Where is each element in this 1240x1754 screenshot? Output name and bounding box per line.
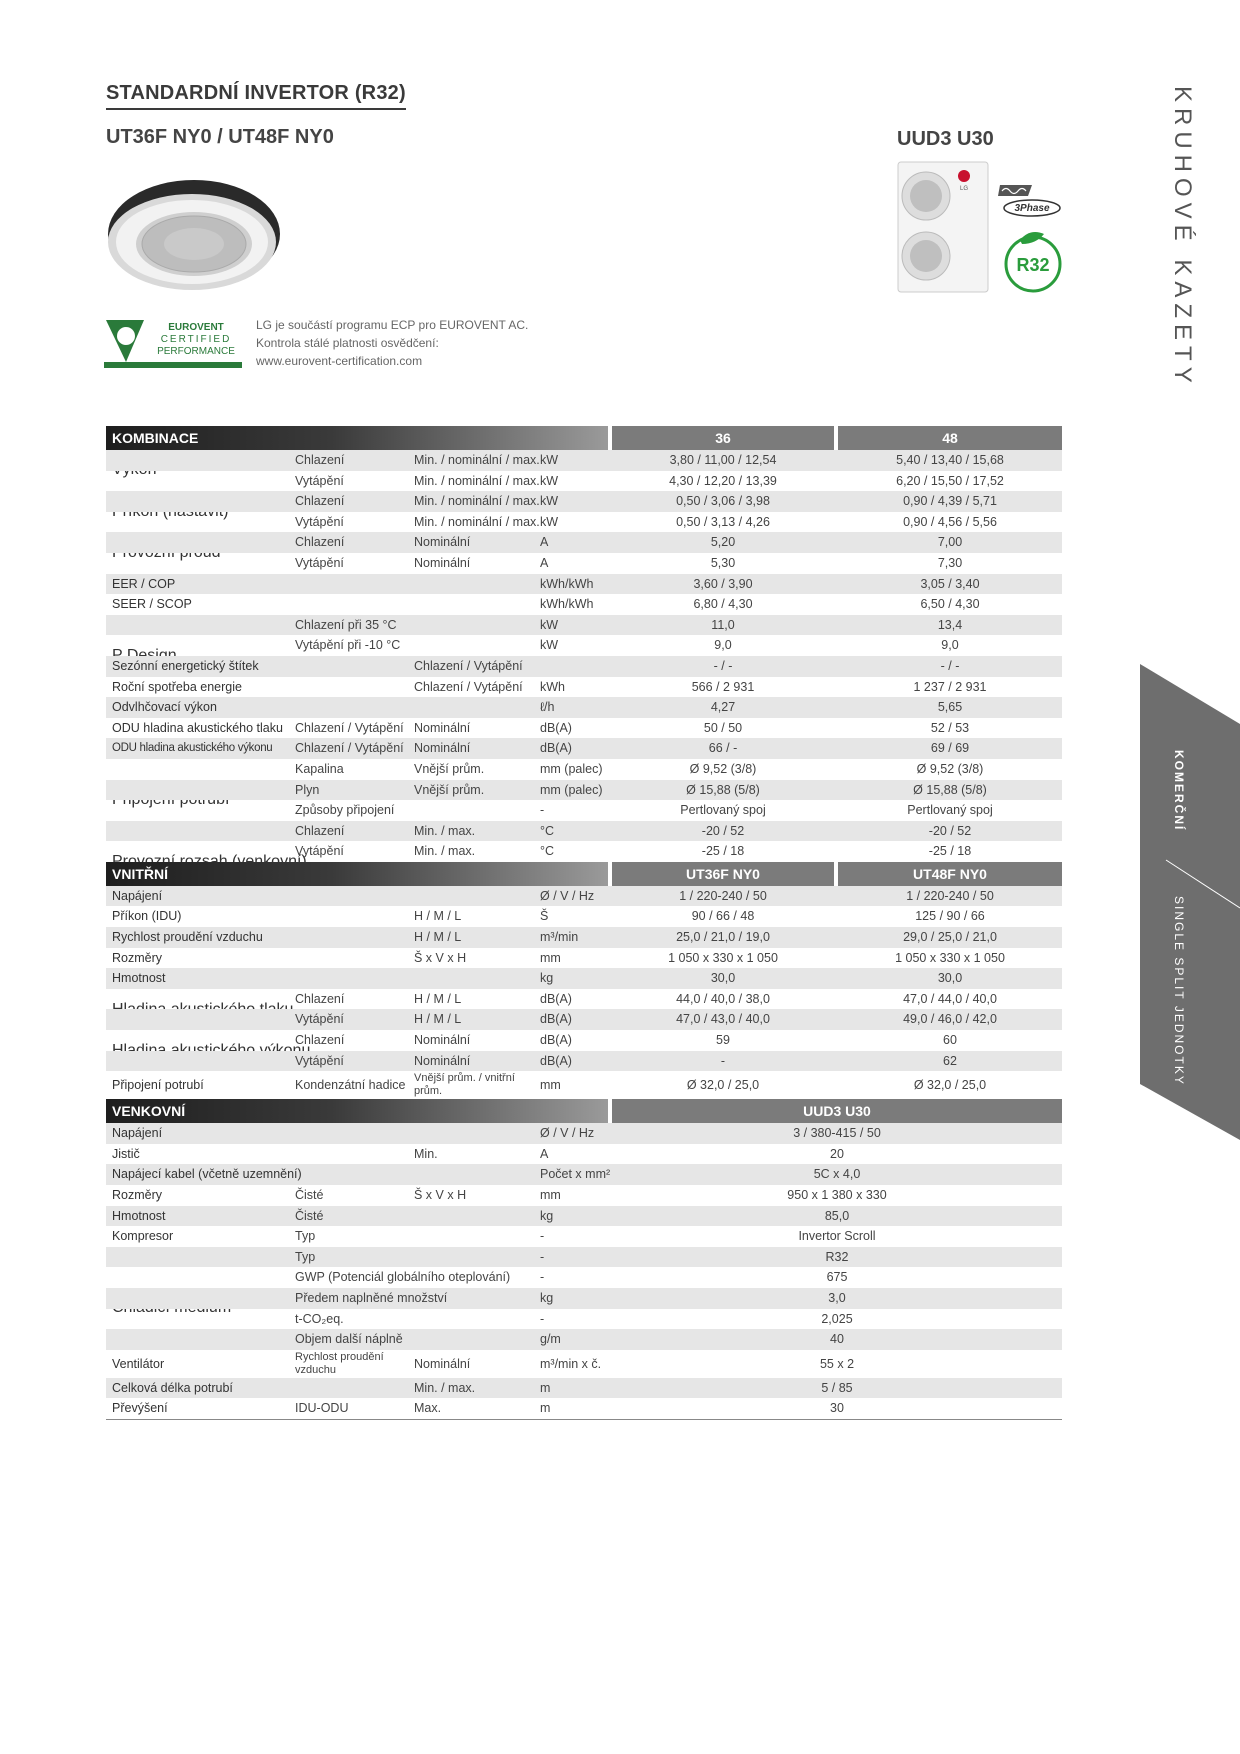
row-label: Sezónní energetický štítek xyxy=(112,658,259,673)
row-sublabel: Chlazení xyxy=(295,535,345,550)
row-unit: ℓ/h xyxy=(540,700,555,715)
row-condition: Nominální xyxy=(414,535,471,550)
row-condition: Min. / max. xyxy=(414,823,476,838)
row-unit: mm (palec) xyxy=(540,782,603,797)
row-label: Rozměry xyxy=(112,1188,163,1202)
svg-text:LG: LG xyxy=(959,186,969,192)
section-header-vnitrni xyxy=(106,862,1062,886)
table-row xyxy=(106,512,1062,533)
table-row xyxy=(106,615,1062,636)
row-label: Rozměry xyxy=(112,950,163,965)
cert-line: Kontrola stálé platnosti osvědčení: xyxy=(256,336,439,350)
row-sublabel: IDU-ODU xyxy=(295,1401,349,1416)
row-condition: Min. / max. xyxy=(414,844,476,859)
value-col-1: 3,60 / 3,90 xyxy=(693,576,753,591)
table-row xyxy=(106,1071,1062,1099)
row-condition: H / M / L xyxy=(414,991,462,1006)
row-label: ODU hladina akustického výkonu xyxy=(112,742,273,755)
table-row xyxy=(106,1009,1062,1030)
row-unit: A xyxy=(540,555,549,570)
section-header-cell xyxy=(106,1099,608,1123)
row-unit: dB(A) xyxy=(540,741,572,756)
row-sublabel: Předem naplněné množství xyxy=(295,1290,448,1305)
svg-text:PERFORMANCE: PERFORMANCE xyxy=(157,346,235,357)
value-col-2: Ø 32,0 / 25,0 xyxy=(913,1078,987,1093)
table-bottom-rule xyxy=(106,1419,1062,1420)
row-unit: dB(A) xyxy=(540,720,572,735)
value-col-2: 1 237 / 2 931 xyxy=(913,679,987,694)
table-row xyxy=(106,532,1062,553)
row-sublabel: Kapalina xyxy=(295,761,344,776)
row-condition: Š x V x H xyxy=(414,1188,467,1202)
tab-label-komercni: KOMERČNÍ xyxy=(1172,750,1186,832)
value-shared: 3,0 xyxy=(828,1290,846,1305)
row-condition: Min. / nominální / max. xyxy=(414,453,540,467)
value-shared: 30 xyxy=(830,1401,844,1416)
value-col-2: 5,65 xyxy=(937,700,963,715)
row-condition: Chlazení / Vytápění xyxy=(414,658,523,673)
row-label: Připojení potrubí xyxy=(112,1078,204,1093)
row-condition: Nominální xyxy=(414,1053,471,1068)
row-unit: kW xyxy=(540,494,559,509)
svg-text:R32: R32 xyxy=(1016,255,1050,275)
section-header-cell xyxy=(106,862,608,886)
row-sublabel: Vytápění xyxy=(295,1053,344,1068)
row-unit: kW xyxy=(540,453,559,467)
table-row xyxy=(106,594,1062,615)
table-row xyxy=(106,759,1062,780)
svg-text:EUROVENT: EUROVENT xyxy=(168,322,224,333)
value-col-2: 7,00 xyxy=(937,535,963,550)
row-label: ODU hladina akustického tlaku xyxy=(112,720,283,735)
section-header-cell: 36 xyxy=(612,426,834,450)
row-unit: kWh xyxy=(540,679,565,694)
three-phase-icon xyxy=(998,182,1064,218)
row-unit: m xyxy=(540,1401,551,1416)
row-condition: Min. / max. xyxy=(414,1380,476,1395)
value-col-2: 62 xyxy=(943,1053,957,1068)
table-row xyxy=(106,1051,1062,1072)
lg-logo-icon xyxy=(958,170,970,182)
value-col-1: 90 / 66 / 48 xyxy=(691,909,755,924)
table-row xyxy=(106,471,1062,492)
table-row xyxy=(106,1267,1062,1288)
table-row xyxy=(106,780,1062,801)
value-shared: 3 / 380-415 / 50 xyxy=(793,1126,881,1141)
row-unit: mm (palec) xyxy=(540,761,603,776)
row-label: Hmotnost xyxy=(112,1208,166,1223)
table-row xyxy=(106,1123,1062,1144)
row-label: Napájecí kabel (včetně uzemnění) xyxy=(112,1167,302,1182)
table-row xyxy=(106,821,1062,842)
row-label: Roční spotřeba energie xyxy=(112,679,242,694)
row-sublabel: Typ xyxy=(295,1229,316,1244)
row-unit: kW xyxy=(540,617,559,632)
row-sublabel: Chlazení xyxy=(295,823,345,838)
row-sublabel: Vytápění xyxy=(295,844,344,859)
row-condition: Nominální xyxy=(414,741,471,756)
table-row xyxy=(106,656,1062,677)
table-row xyxy=(106,841,1062,862)
value-col-1: 59 xyxy=(716,1033,730,1048)
row-condition: H / M / L xyxy=(414,930,462,945)
value-col-2: 6,50 / 4,30 xyxy=(920,597,980,612)
value-col-1: 66 / - xyxy=(708,741,738,756)
row-condition: Nominální xyxy=(414,555,471,570)
value-col-1: 50 / 50 xyxy=(703,720,743,735)
row-label: Převýšení xyxy=(112,1401,168,1416)
value-col-2: 13,4 xyxy=(937,617,963,632)
value-col-1: 5,30 xyxy=(710,555,736,570)
value-col-2: 1 / 220-240 / 50 xyxy=(906,888,994,903)
value-col-1: 4,30 / 12,20 / 13,39 xyxy=(669,473,777,488)
row-condition: Vnější prům. xyxy=(414,761,485,776)
value-shared: 85,0 xyxy=(824,1208,850,1223)
page-title: STANDARDNÍ INVERTOR (R32) xyxy=(106,82,406,110)
table-row xyxy=(106,1378,1062,1399)
kombinace-body xyxy=(106,450,1062,862)
row-label: Celková délka potrubí xyxy=(112,1380,233,1395)
row-sublabel: Kondenzátní hadice xyxy=(295,1078,406,1093)
value-col-1: Pertlovaný spoj xyxy=(680,803,766,818)
value-col-1: 1 050 x 330 x 1 050 xyxy=(668,950,778,965)
table-row xyxy=(106,1288,1062,1309)
row-sublabel: t-CO₂eq. xyxy=(295,1311,344,1326)
outdoor-model-title: UUD3 U30 xyxy=(897,128,994,150)
row-unit: Š xyxy=(540,909,549,924)
row-label: SEER / SCOP xyxy=(112,597,192,612)
row-condition: Min. / nominální / max. xyxy=(414,514,540,529)
row-label: Napájení xyxy=(112,1126,163,1141)
row-unit: - xyxy=(540,1229,545,1244)
row-condition: Nominální xyxy=(414,720,471,735)
table-row xyxy=(106,1226,1062,1247)
indoor-model-title: UT36F NY0 / UT48F NY0 xyxy=(106,126,334,148)
row-unit: kg xyxy=(540,1208,554,1223)
venkovni-body xyxy=(106,1123,1062,1419)
table-cell: VNITŘNÍ xyxy=(112,865,168,882)
value-col-1: 11,0 xyxy=(711,617,735,632)
row-unit: kWh/kWh xyxy=(540,597,594,612)
row-unit: mm xyxy=(540,1188,561,1202)
row-unit: kg xyxy=(540,971,554,986)
table-row xyxy=(106,948,1062,969)
section-header-cell: UUD3 U30 xyxy=(612,1099,1062,1123)
section-header-cell: UT48F NY0 xyxy=(838,862,1062,886)
cassette-unit-image xyxy=(104,170,284,292)
table-row xyxy=(106,491,1062,512)
value-col-2: 0,90 / 4,39 / 5,71 xyxy=(903,494,997,509)
row-sublabel: Vytápění xyxy=(295,473,344,488)
table-row xyxy=(106,697,1062,718)
row-sublabel: Objem další náplně xyxy=(295,1332,403,1347)
svg-text:CERTIFIED: CERTIFIED xyxy=(160,334,232,345)
value-shared: 55 x 2 xyxy=(819,1356,855,1371)
value-col-1: 0,50 / 3,13 / 4,26 xyxy=(676,514,770,529)
row-unit: dB(A) xyxy=(540,1053,572,1068)
value-col-2: Ø 15,88 (5/8) xyxy=(913,782,987,797)
spec-table xyxy=(106,426,1062,1420)
value-col-1: -20 / 52 xyxy=(701,823,745,838)
row-unit: Ø / V / Hz xyxy=(540,888,595,903)
value-shared: 5C x 4,0 xyxy=(813,1167,861,1182)
row-condition: Chlazení / Vytápění xyxy=(414,679,523,694)
row-sublabel: Chlazení xyxy=(295,453,345,467)
row-unit: - xyxy=(540,1311,545,1326)
value-col-1: Ø 15,88 (5/8) xyxy=(686,782,760,797)
row-sublabel: Chlazení při 35 °C xyxy=(295,617,397,632)
row-sublabel: Čisté xyxy=(295,1188,324,1202)
outdoor-unit-image xyxy=(896,160,992,296)
row-unit: m³/min x č. xyxy=(540,1356,602,1371)
value-col-2: 125 / 90 / 66 xyxy=(915,909,985,924)
table-row xyxy=(106,989,1062,1010)
row-condition: Min. xyxy=(414,1146,438,1161)
row-unit: mm xyxy=(540,1078,561,1093)
row-condition: Vnější prům. / vnitřní prům. xyxy=(414,1072,515,1098)
value-col-1: -25 / 18 xyxy=(701,844,745,859)
value-col-2: 69 / 69 xyxy=(930,741,970,756)
value-col-1: 9,0 xyxy=(714,638,732,653)
value-col-1: Ø 9,52 (3/8) xyxy=(689,761,757,776)
row-sublabel: Typ xyxy=(295,1249,316,1264)
value-col-1: 6,80 / 4,30 xyxy=(693,597,753,612)
table-row xyxy=(106,677,1062,698)
value-col-2: 30,0 xyxy=(937,971,963,986)
value-col-1: 1 / 220-240 / 50 xyxy=(679,888,767,903)
row-condition: H / M / L xyxy=(414,1012,462,1027)
value-col-1: 5,20 xyxy=(710,535,736,550)
row-label: Jistič xyxy=(112,1146,140,1161)
row-sublabel: Vytápění xyxy=(295,1012,344,1027)
row-sublabel: Chlazení xyxy=(295,991,345,1006)
value-col-2: 1 050 x 330 x 1 050 xyxy=(895,950,1005,965)
table-row xyxy=(106,1144,1062,1165)
value-col-1: - xyxy=(720,1053,726,1068)
value-col-2: 0,90 / 4,56 / 5,56 xyxy=(903,514,997,529)
table-cell: VENKOVNÍ xyxy=(112,1103,186,1120)
value-col-2: 7,30 xyxy=(937,555,963,570)
value-col-1: Ø 32,0 / 25,0 xyxy=(686,1078,760,1093)
row-unit: - xyxy=(540,1270,545,1285)
row-sublabel: Čisté xyxy=(295,1208,324,1223)
row-unit: A xyxy=(540,1146,549,1161)
row-condition: Max. xyxy=(414,1401,442,1416)
table-row xyxy=(106,1185,1062,1206)
value-col-2: -25 / 18 xyxy=(928,844,972,859)
row-unit: m³/min xyxy=(540,930,579,945)
value-col-1: 44,0 / 40,0 / 38,0 xyxy=(676,991,770,1006)
cert-link: www.eurovent-certification.com xyxy=(256,354,423,368)
row-sublabel: Chlazení / Vytápění xyxy=(295,741,404,756)
section-header-cell: UT36F NY0 xyxy=(612,862,834,886)
row-unit: Počet x mm² xyxy=(540,1167,611,1182)
certification-text xyxy=(256,316,528,370)
row-unit: - xyxy=(540,803,545,818)
value-col-2: Ø 9,52 (3/8) xyxy=(916,761,984,776)
value-col-2: 5,40 / 13,40 / 15,68 xyxy=(896,453,1004,467)
value-shared: 2,025 xyxy=(821,1311,853,1326)
row-unit: g/m xyxy=(540,1332,561,1347)
value-col-2: Pertlovaný spoj xyxy=(907,803,993,818)
vnitrni-body xyxy=(106,886,1062,1099)
row-label: Ventilátor xyxy=(112,1356,165,1371)
value-col-2: 6,20 / 15,50 / 17,52 xyxy=(896,473,1004,488)
table-row xyxy=(106,1350,1062,1378)
value-col-2: 29,0 / 25,0 / 21,0 xyxy=(903,930,997,945)
table-row xyxy=(106,1206,1062,1227)
row-condition: H / M / L xyxy=(414,909,462,924)
row-condition: Nominální xyxy=(414,1033,471,1048)
row-condition: Min. / nominální / max. xyxy=(414,473,540,488)
row-condition: Vnější prům. xyxy=(414,782,485,797)
value-shared: 950 x 1 380 x 330 xyxy=(787,1188,887,1202)
row-sublabel: Plyn xyxy=(295,782,320,797)
row-unit: kWh/kWh xyxy=(540,576,594,591)
value-col-2: 60 xyxy=(943,1033,957,1048)
value-col-2: 52 / 53 xyxy=(930,720,970,735)
row-unit: °C xyxy=(540,823,555,838)
row-unit: dB(A) xyxy=(540,1012,572,1027)
value-col-2: 9,0 xyxy=(941,638,959,653)
eurovent-logo-icon xyxy=(104,318,242,368)
row-unit: A xyxy=(540,535,549,550)
value-col-2: -20 / 52 xyxy=(928,823,972,838)
vertical-category-title: KRUHOVÉ KAZETY xyxy=(1169,86,1196,389)
value-col-2: 49,0 / 46,0 / 42,0 xyxy=(903,1012,997,1027)
section-header-cell xyxy=(106,426,608,450)
row-label: Rychlost proudění vzduchu xyxy=(112,930,263,945)
section-header-cell: 48 xyxy=(838,426,1062,450)
table-row xyxy=(106,738,1062,759)
row-label: Hmotnost xyxy=(112,971,166,986)
row-label: Kompresor xyxy=(112,1229,174,1244)
row-sublabel: Vytápění při -10 °C xyxy=(295,638,401,653)
table-row xyxy=(106,718,1062,739)
table-row xyxy=(106,1164,1062,1185)
row-unit: m xyxy=(540,1380,551,1395)
section-header-kombinace xyxy=(106,426,1062,450)
row-label: Napájení xyxy=(112,888,163,903)
row-unit: kW xyxy=(540,514,559,529)
row-unit: Ø / V / Hz xyxy=(540,1126,595,1141)
value-col-1: 47,0 / 43,0 / 40,0 xyxy=(676,1012,770,1027)
section-header-venkovni xyxy=(106,1099,1062,1123)
table-row xyxy=(106,968,1062,989)
value-col-2: 47,0 / 44,0 / 40,0 xyxy=(903,991,997,1006)
value-col-2: - / - xyxy=(940,658,960,673)
value-col-1: 4,27 xyxy=(710,700,736,715)
row-condition: Min. / nominální / max. xyxy=(414,494,540,509)
r32-refrigerant-icon xyxy=(1000,226,1066,294)
table-row xyxy=(106,1329,1062,1350)
row-sublabel: Chlazení / Vytápění xyxy=(295,720,404,735)
table-row xyxy=(106,1309,1062,1330)
row-unit: dB(A) xyxy=(540,1033,572,1048)
value-shared: 5 / 85 xyxy=(821,1380,853,1395)
table-row xyxy=(106,800,1062,821)
row-sublabel: GWP (Potenciál globálního oteplování) xyxy=(295,1270,511,1285)
table-row xyxy=(106,1030,1062,1051)
value-shared: R32 xyxy=(825,1249,849,1264)
value-shared: Invertor Scroll xyxy=(798,1229,876,1244)
row-unit: kg xyxy=(540,1290,554,1305)
row-sublabel: Způsoby připojení xyxy=(295,803,395,818)
value-shared: 675 xyxy=(826,1270,848,1285)
row-sublabel: Rychlost proudění vzduchu xyxy=(295,1350,384,1376)
cert-line: LG je součástí programu ECP pro EUROVENT AC. xyxy=(256,318,529,332)
row-label: Odvlhčovací výkon xyxy=(112,700,217,715)
table-cell: KOMBINACE xyxy=(112,430,199,446)
table-row xyxy=(106,1247,1062,1268)
value-col-1: 25,0 / 21,0 / 19,0 xyxy=(676,930,770,945)
row-unit: kW xyxy=(540,638,559,653)
value-col-1: - / - xyxy=(713,658,733,673)
table-row xyxy=(106,1398,1062,1419)
table-row xyxy=(106,906,1062,927)
svg-text:3Phase: 3Phase xyxy=(1014,203,1050,214)
value-col-1: 0,50 / 3,06 / 3,98 xyxy=(676,494,770,509)
row-sublabel: Chlazení xyxy=(295,1033,345,1048)
row-condition: Nominální xyxy=(414,1356,471,1371)
row-condition: Š x V x H xyxy=(414,950,467,965)
row-sublabel: Chlazení xyxy=(295,494,345,509)
table-row xyxy=(106,574,1062,595)
row-label: EER / COP xyxy=(112,576,176,591)
value-col-1: 566 / 2 931 xyxy=(691,679,755,694)
row-sublabel: Vytápění xyxy=(295,555,344,570)
value-col-1: 30,0 xyxy=(710,971,736,986)
table-row xyxy=(106,450,1062,471)
row-sublabel: Vytápění xyxy=(295,514,344,529)
row-label: Příkon (IDU) xyxy=(112,909,182,924)
table-row xyxy=(106,553,1062,574)
side-category-tab xyxy=(1140,664,1240,1140)
table-row xyxy=(106,927,1062,948)
value-col-2: 3,05 / 3,40 xyxy=(920,576,980,591)
row-unit: kW xyxy=(540,473,559,488)
value-shared: 20 xyxy=(830,1146,844,1161)
row-unit: dB(A) xyxy=(540,991,572,1006)
row-unit: °C xyxy=(540,844,555,859)
tab-label-single-split: SINGLE SPLIT JEDNOTKY xyxy=(1172,896,1186,1086)
row-unit: mm xyxy=(540,950,561,965)
row-unit: - xyxy=(540,1249,545,1264)
table-row xyxy=(106,635,1062,656)
value-col-1: 3,80 / 11,00 / 12,54 xyxy=(669,453,777,467)
table-row xyxy=(106,886,1062,907)
value-shared: 40 xyxy=(830,1332,844,1347)
